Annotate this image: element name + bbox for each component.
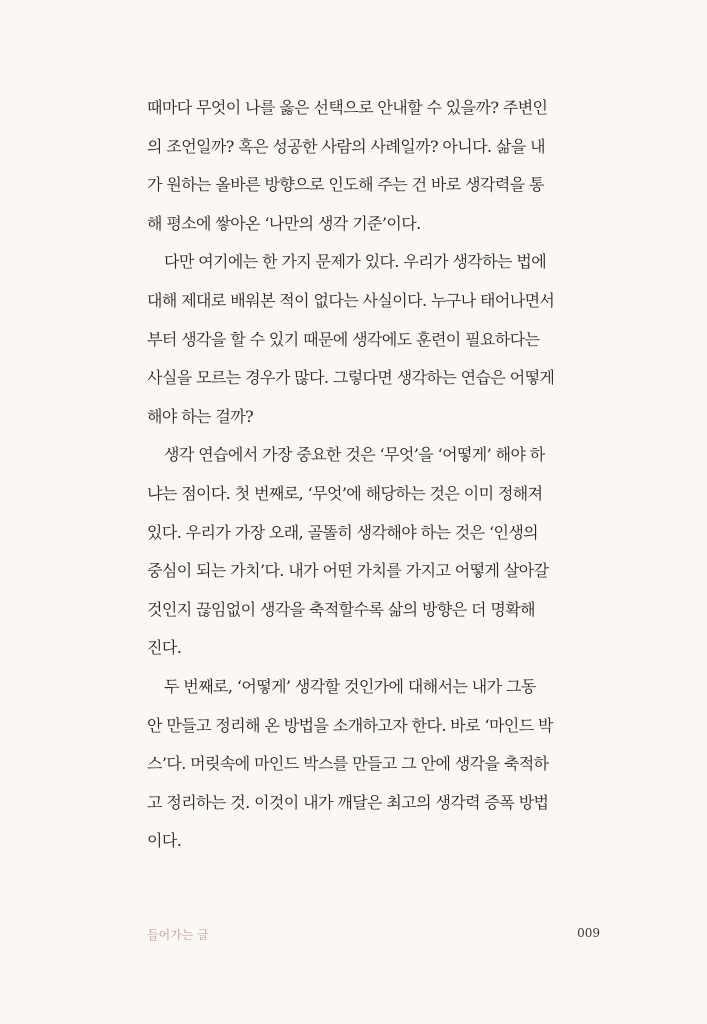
text-line: 중심이 되는 가치’다. 내가 어떤 가치를 가지고 어떻게 살아갈 bbox=[147, 561, 549, 581]
paragraph-4 bbox=[147, 668, 599, 861]
text-line: 의 조언일까? 혹은 성공한 사람의 사례일까? 아니다. 삶을 내 bbox=[147, 136, 546, 156]
text-line: 고 정리하는 것. 이것이 내가 깨달은 최고의 생각력 증폭 방법 bbox=[147, 792, 549, 812]
text-line: 부터 생각을 할 수 있기 때문에 생각에도 훈련이 필요하다는 bbox=[147, 329, 540, 349]
text-line: 있다. 우리가 가장 오래, 골똘히 생각해야 하는 것은 ‘인생의 bbox=[147, 522, 539, 542]
text-line: 진다. bbox=[147, 638, 182, 658]
text-line: 생각 연습에서 가장 중요한 것은 ‘무엇’을 ‘어떻게’ 해야 하 bbox=[164, 445, 545, 465]
body-text bbox=[147, 89, 599, 861]
text-line: 냐는 점이다. 첫 번째로, ‘무엇’에 해당하는 것은 이미 정해져 bbox=[147, 483, 543, 503]
text-line: 해 평소에 쌓아온 ‘나만의 생각 기준’이다. bbox=[147, 213, 421, 233]
text-line: 때마다 무엇이 나를 옳은 선택으로 안내할 수 있을까? 주변인 bbox=[147, 98, 548, 117]
text-line: 사실을 모르는 경우가 많다. 그렇다면 생각하는 연습은 어떻게 bbox=[147, 368, 555, 388]
paragraph-2 bbox=[147, 243, 599, 436]
paragraph-1 bbox=[147, 89, 599, 243]
text-line: 다만 여기에는 한 가지 문제가 있다. 우리가 생각하는 법에 bbox=[164, 252, 547, 272]
text-line: 두 번째로, ‘어떻게’ 생각할 것인가에 대해서는 내가 그동 bbox=[164, 676, 536, 696]
running-title: 들어가는 글 bbox=[147, 928, 209, 942]
text-line: 안 만들고 정리해 온 방법을 소개하고자 한다. 바로 ‘마인드 박 bbox=[147, 715, 553, 735]
text-line: 대해 제대로 배워본 적이 없다는 사실이다. 누구나 태어나면서 bbox=[147, 290, 555, 310]
page-number: 009 bbox=[577, 926, 600, 940]
text-line: 해야 하는 걸까? bbox=[147, 406, 254, 426]
text-line: 이다. bbox=[147, 831, 182, 851]
text-line: 가 원하는 올바른 방향으로 인도해 주는 건 바로 생각력을 통 bbox=[147, 175, 544, 195]
text-line: 스’다. 머릿속에 마인드 박스를 만들고 그 안에 생각을 축적하 bbox=[147, 754, 549, 774]
text-line: 것인지 끊임없이 생각을 축적할수록 삶의 방향은 더 명확해 bbox=[147, 599, 535, 619]
paragraph-3 bbox=[147, 436, 599, 668]
